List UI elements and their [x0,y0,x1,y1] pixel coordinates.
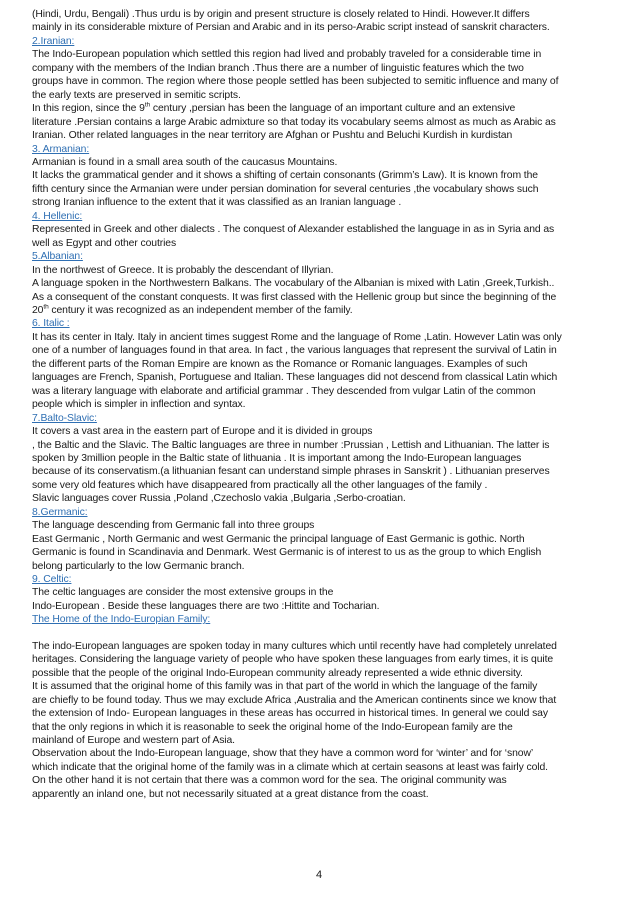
text-line: well as Egypt and other coutries [32,237,177,249]
text-line: East Germanic , North Germanic and west Germanic the principal language of East Germanic is gothic. North [32,533,525,545]
text-line: Germanic is found in Scandinavia and Denmark. West Germanic is of interest to us as the group to which English [32,547,542,559]
text-line: groups have in common. The region where those people settled has been subjected to semitic influence and many of [32,76,559,88]
text-segment: In this region, since the 9 [32,103,145,115]
text-line: belong particularly to the low Germanic branch. [32,560,245,572]
section-heading: 9. Celtic: [32,574,72,586]
text-line: which indicate that the original home of the family was in a climate which at certain seasons at least was fairly cold. [32,761,548,773]
text-line: Slavic languages cover Russia ,Poland ,Czechoslo vakia ,Bulgaria ,Serbo-croatian. [32,493,406,505]
text-line: strong Iranian influence to the extent that it was classified as an Iranian language . [32,197,402,209]
text-line: As a consequent of the constant conquests. It was first classed with the Hellenic group but since the beginning of the [32,291,557,303]
text-line: some very old features which have disappeared from practically all the other languages of the family . [32,479,488,491]
text-line: Observation about the Indo-European language, show that they have a common word for ‘winter’ and for ‘snow’ [32,748,534,760]
text-line: Iranian. Other related languages in the near territory are Afghan or Pushtu and Beluchi Kurdish in kurdistan [32,130,513,142]
text-line: The Indo-European population which settled this region had lived and probably traveled for a considerable time in [32,49,542,61]
text-line: because of its conservatism.(a lithuanian fesant can understand simple phrases in Sanskrit ) . Lithuanian preserves [32,466,550,478]
section-heading: 8.Germanic: [32,506,88,518]
text-line: Represented in Greek and other dialects . The conquest of Alexander established the language in as in Syria and as [32,224,555,236]
section-heading: 5.Albanian: [32,251,83,263]
text-line: company with the members of the Indian branch .Thus there are a number of linguistic features which the two [32,62,524,74]
text-line: are chiefly to be found today. Thus we may exclude Africa ,Australia and the American continents since we know that [32,694,557,706]
text-line: fifth century since the Armanian were under persian domination for several centuries ,the vocabulary shows such [32,183,539,195]
text-line: literature .Persian contains a large Arabic admixture so that today its vocabulary seems almost as much as Arabic as [32,116,556,128]
text-line: It has its center in Italy. Italy in ancient times suggest Rome and the language of Rome ,Latin. However Latin was only [32,331,562,343]
text-line: one of a number of languages found in that area. In fact , the various languages that represent the survival of Latin in [32,345,557,357]
text-line: the extension of Indo- European languages in these areas has occurred in historical times. In general we could say [32,708,548,720]
superscript: th [43,303,49,311]
section-heading: 6. Italic : [32,318,70,330]
text-line [32,102,608,115]
text-line: mainly in its considerable mixture of Persian and Arabic and in its perso-Arabic script instead of sanskrit characters. [32,22,550,34]
text-line: that the only regions in which it is reasonable to seek the original home of the Indo-European family are the [32,721,513,733]
section-heading: 2.Iranian: [32,35,75,47]
text-line: The celtic languages are consider the most extensive groups in the [32,587,334,599]
text-line: people which is simpler in inflection and syntax. [32,399,246,411]
section-heading: 7.Balto-Slavic: [32,412,97,424]
text-line: heritages. Considering the language variety of people who have spoken these languages from early times, it is quite [32,654,554,666]
text-line: was a literary language with elaborate and artificial grammar . They descended from vulgar Latin of the common [32,385,536,397]
text-line: possible that the people of the original Indo-European community already represented a wide ethnic diversity. [32,667,523,679]
text-line: Indo-European . Beside these languages there are two :Hittite and Tocharian. [32,600,380,612]
text-line: The indo-European languages are spoken today in many cultures which until recently have had completely unrelated [32,640,557,652]
text-line: It covers a vast area in the eastern part of Europe and it is divided in groups [32,426,373,438]
text-line: It lacks the grammatical gender and it shows a shifting of certain consonants (Grimm’s Law). It is known from the [32,170,538,182]
text-segment: 20 [32,304,44,316]
document-body [32,8,608,801]
section-heading: 3. Armanian: [32,143,90,155]
text-line: apparently an inland one, but not necessarily situated at a great distance from the coast. [32,788,429,800]
text-line: the different parts of the Roman Empire are known as the Romance or Romanic languages. Examples of such [32,358,528,370]
text-line: It is assumed that the original home of this family was in that part of the world in which the language of the family [32,681,538,693]
text-line: the early texts are preserved in semitic scripts. [32,89,241,101]
text-line [32,304,608,317]
page-number: 4 [315,869,323,881]
text-segment: century it was recognized as an independent member of the family. [48,304,353,316]
text-line: spoken by 3million people in the Baltic state of lithuania . It is important among the Indo-European languages [32,452,522,464]
text-line: On the other hand it is not certain that there was a common word for the sea. The original community was [32,775,507,787]
section-heading: 4. Hellenic: [32,210,83,222]
section-heading: The Home of the Indo-Europian Family: [32,614,211,626]
superscript: th [144,101,151,109]
text-line: (Hindi, Urdu, Bengali) .Thus urdu is by origin and present structure is closely related to Hindi. However.It differs [32,9,530,20]
text-line: mainland of Europe and western part of Asia. [32,735,235,747]
text-segment: century ,persian has been the language of an important culture and an extensive [150,103,516,115]
text-line: A language spoken in the Northwestern Balkans. The vocabulary of the Albanian is mixed with Latin ,Greek,Turkish.. [32,278,555,290]
text-line: The language descending from Germanic fall into three groups [32,520,315,532]
text-line: languages are French, Spanish, Portuguese and Italian. These languages did not descend from classical Latin which [32,372,558,384]
blank-line [32,627,608,640]
text-line: In the northwest of Greece. It is probably the descendant of Illyrian. [32,264,334,276]
text-line: Armanian is found in a small area south of the caucasus Mountains. [32,156,338,168]
text-line: , the Baltic and the Slavic. The Baltic languages are three in number :Prussian , Lettish and Lithuanian. The latter is [32,439,550,451]
